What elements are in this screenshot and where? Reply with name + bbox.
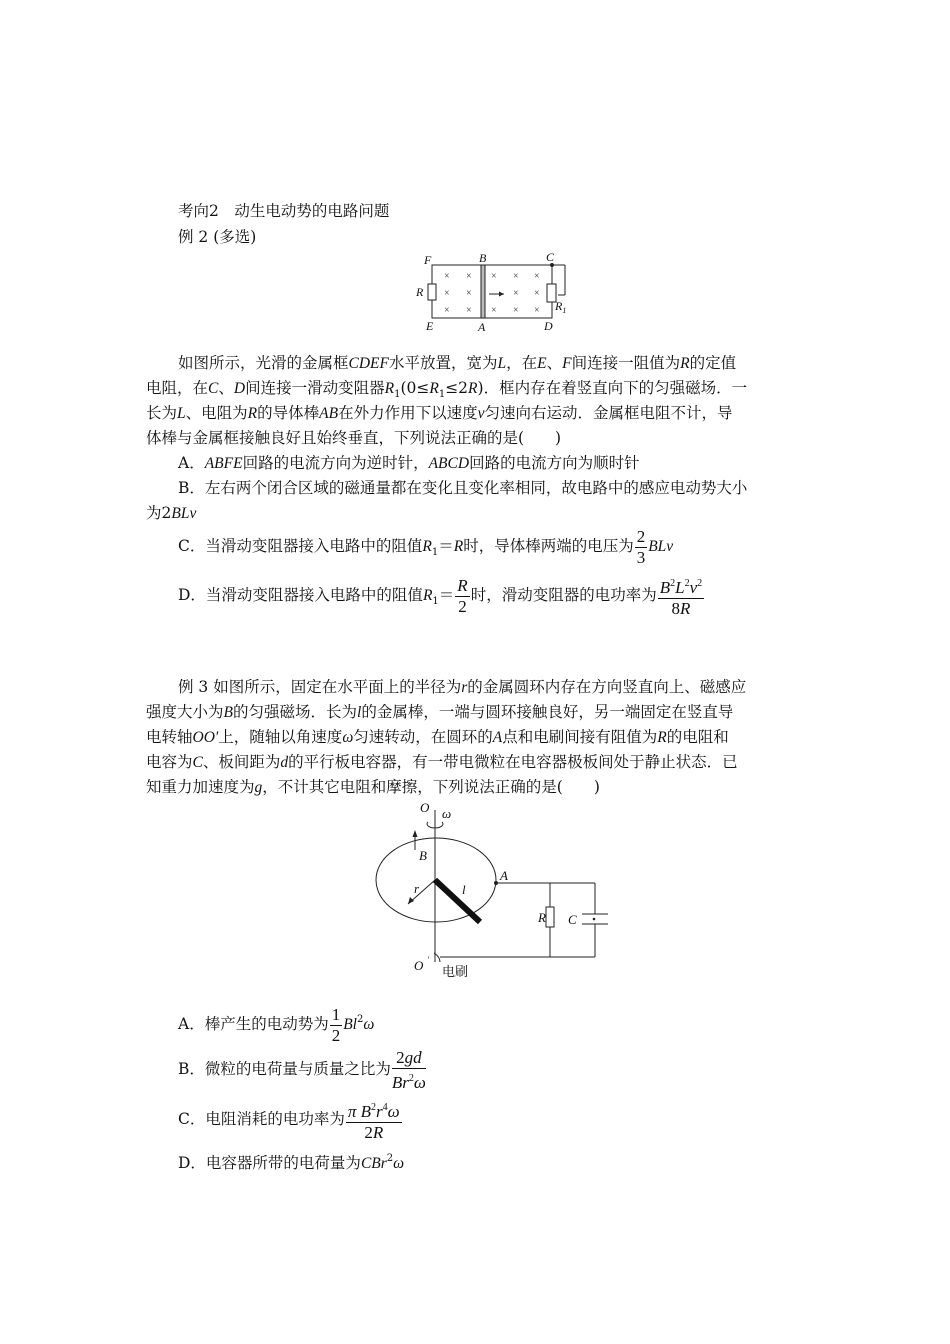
svg-text:×: × <box>491 271 497 282</box>
brush-label: 电刷 <box>442 964 469 979</box>
ex3-line-1: 例 3 如图所示，固定在水平面上的半径为r的金属圆环内存在方向竖直向上、磁感应 <box>178 678 747 696</box>
svg-text:B: B <box>419 848 427 863</box>
ex2-line-3: 长为L、电阻为R的导体棒AB在外力作用下以速度v匀速向右运动．金属框电阻不计，导 <box>146 404 733 422</box>
svg-text:×: × <box>444 271 450 282</box>
circuit-diagram-2 <box>370 800 620 985</box>
svg-text:×: × <box>466 271 472 282</box>
ex2-option-d: D．当滑动变阻器接入电路中的阻值$R_1=$ $\frac{R}{2}$ 时，滑动变阻器的电功率为 $\frac{B^2L^2v^2}{8R}$ <box>178 575 703 618</box>
ex3-line-4: 电容为C、板间距为d的平行板电容器，有一带电微粒在电容器极板间处于静止状态．已 <box>146 753 738 771</box>
ex2-option-a: A．ABFE回路的电流方向为逆时针，ABCD回路的电流方向为顺时针 <box>178 454 640 472</box>
svg-text:R1: $R_1$ <box>555 299 567 315</box>
ex2-line-4: 体棒与金属框接触良好且始终垂直，下列说法正确的是( ) <box>146 429 562 447</box>
svg-text:E: E <box>426 319 434 333</box>
svg-text:R: R <box>538 910 546 925</box>
svg-text:×: × <box>513 271 519 282</box>
ex3-line-3: 电转轴OO′上，随轴以角速度ω匀速转动，在圆环的A点和电刷间接有阻值为R的电阻和 <box>146 728 729 746</box>
ex2-line-1: 如图所示，光滑的金属框CDEF水平放置，宽为L，在E、F间连接一阻值为R的定值 <box>178 354 737 372</box>
svg-text:ω: ω <box>442 806 452 821</box>
svg-text:×: × <box>513 305 519 316</box>
svg-text:×: × <box>534 305 540 316</box>
svg-text:l: l <box>462 882 466 897</box>
ex2-option-b-line-2: 为2BLv <box>146 504 197 522</box>
svg-text:O: O <box>420 800 430 815</box>
svg-text:×: × <box>444 288 450 299</box>
ex3-option-d: D．电容器所带的电荷量为CBr$^2$ω <box>178 1153 405 1172</box>
ex3-option-b: B．微粒的电荷量与质量之比为 $\frac{2gd}{Br^2\omega}$ <box>178 1047 426 1092</box>
svg-text:C: C <box>568 912 577 927</box>
svg-text:A: A <box>500 868 508 883</box>
svg-text:×: × <box>491 305 497 316</box>
svg-text:A: A <box>478 320 486 334</box>
ex3-option-a: A．棒产生的电动势为 $\frac{1}{2}$ Bl$^2$ω <box>178 1004 375 1045</box>
svg-text:×: × <box>534 271 540 282</box>
svg-text:D: D <box>544 319 553 333</box>
ex2-option-b-line-1: B．左右两个闭合区域的磁通量都在变化且变化率相同，故电路中的感应电动势大小 <box>178 479 748 497</box>
svg-text:×: × <box>444 305 450 316</box>
ex3-line-2: 强度大小为B的匀强磁场．长为l的金属棒，一端与圆环接触良好，另一端固定在竖直导 <box>146 703 734 721</box>
svg-text:×: × <box>513 288 519 299</box>
svg-text:×: × <box>466 288 472 299</box>
svg-text:F: F <box>424 253 432 267</box>
ex3-line-5: 知重力加速度为g，不计其它电阻和摩擦，下列说法正确的是( ) <box>146 778 600 796</box>
svg-text:O: O <box>414 958 424 973</box>
svg-text:×: × <box>466 305 472 316</box>
example-2-label: 例 2 (多选) <box>178 228 257 246</box>
svg-text:R: R <box>416 285 424 299</box>
svg-text:×: × <box>534 288 540 299</box>
ex2-line-2: 电阻，在C、D间连接一滑动变阻器$R_1(0\le R_1\le 2R)$．框内存在着竖直向下的匀强磁场．一 <box>146 379 748 401</box>
svg-text:r: r <box>414 881 420 896</box>
section-title: 考向2 动生电动势的电路问题 <box>178 202 390 220</box>
ex3-option-c: C．电阻消耗的电功率为 $\frac{\pi B^2r^4\omega}{2R}$ <box>178 1096 842 1143</box>
svg-text:′: ′ <box>427 955 429 965</box>
svg-text:B: B <box>479 251 487 265</box>
circuit-diagram-1 <box>410 250 585 335</box>
svg-text:C: C <box>546 250 555 264</box>
ex2-option-c: C．当滑动变阻器接入电路中的阻值$R_1=R$时，导体棒两端的电压为 $\frac{2}{3}$ BLv <box>178 526 674 567</box>
